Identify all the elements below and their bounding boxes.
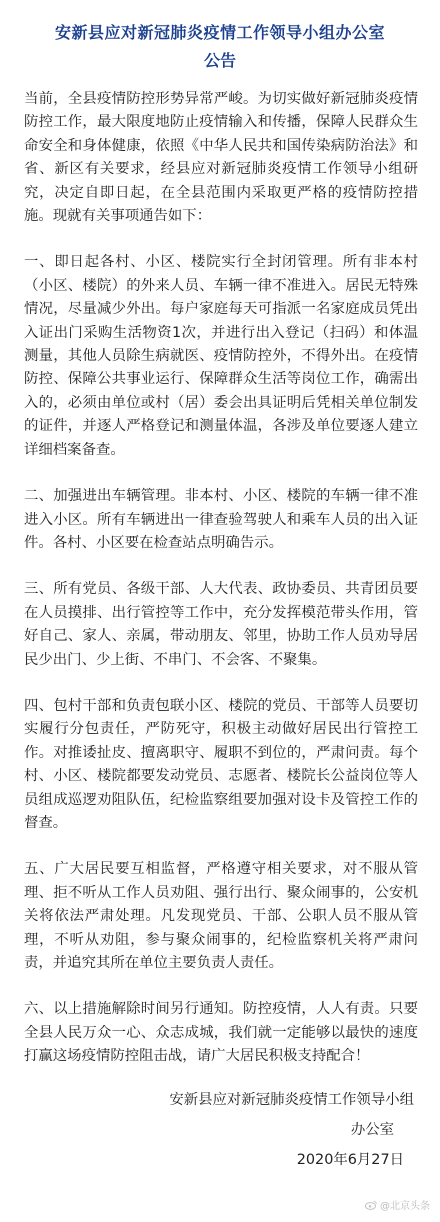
watermark-text: @北京头条 bbox=[380, 1201, 430, 1212]
signature-block bbox=[169, 1085, 414, 1175]
item-2-paragraph: 二、加强进出车辆管理。非本村、小区、楼院的车辆一律不准进入小区。所有车辆进出一律查验驾驶人和乘车人员的出入证件。各村、小区要在检查站点明确告示。 bbox=[24, 488, 418, 551]
item-4-paragraph: 四、包村干部和负责包联小区、楼院的党员、干部等人员要切实履行分包责任，严防死守，积极主动做好居民出行管控工作。对推诿扯皮、擅离职守、履职不到位的，严肃问责。每个村、小区、楼院都要发动党员、志愿者、楼院长公益岗位等人员组成巡逻劝阻队伍，纪检监察组要加强对设卡及管控工作的督查。 bbox=[24, 697, 418, 831]
document-title: 安新县应对新冠肺炎疫情工作领导小组办公室 bbox=[54, 23, 385, 42]
item-5-paragraph: 五、广大居民要互相监督，严格遵守相关要求，对不服从管理、拒不听从工作人员劝阻、强行出行、聚众闹事的，公安机关将依法严肃处理。凡发现党员、干部、公职人员不服从管理，不听从劝阻，参与聚众闹事的，纪检监察机关将严肃问责，并追究其所在单位主要负责人责任。 bbox=[24, 861, 418, 971]
document-subtitle: 公告 bbox=[203, 51, 236, 70]
item-6-paragraph: 六、以上措施解除时间另行通知。防控疫情，人人有责。只要全县人民万众一心、众志成城，我们就一定能够以最快的速度打赢这场疫情防控阻击战，请广大居民积极支持配合！ bbox=[24, 1001, 418, 1065]
signature-office: 办公室 bbox=[350, 1122, 394, 1138]
watermark bbox=[365, 1197, 430, 1212]
signature-organization: 安新县应对新冠肺炎疫情工作领导小组 bbox=[169, 1092, 414, 1108]
intro-paragraph: 当前，全县疫情防控形势异常严峻。为切实做好新冠肺炎疫情防控工作，最大限度地防止疫情输入和传播，保障人民群众生命安全和身体健康，依照《中华人民共和国传染病防治法》和省、新区有关要求，经县应对新冠肺炎疫情工作领导小组研究，决定自即日起，在全县范围内采取更严格的疫情防控措施。现就有关事项通告如下： bbox=[24, 91, 418, 225]
weibo-icon bbox=[365, 1200, 377, 1210]
item-3-paragraph: 三、所有党员、各级干部、人大代表、政协委员、共青团员要在人员摸排、出行管控等工作中，充分发挥模范带头作用，管好自己、家人、亲属，带动朋友、邻里，协助工作人员劝导居民少出门、少上街、不串门、不会客、不聚集。 bbox=[24, 581, 418, 668]
document-body bbox=[24, 88, 418, 1069]
signature-date: 2020年6月27日 bbox=[296, 1152, 404, 1168]
item-1-paragraph: 一、即日起各村、小区、楼院实行全封闭管理。所有非本村（小区、楼院）的外来人员、车辆一律不准进入。居民无特殊情况，尽量减少外出。每户家庭每天可指派一名家庭成员凭出入证出门采购生活物资1次，并进行出入登记（扫码）和体温测量，其他人员除生病就医、疫情防控外，不得外出。在疫情防控、保障公共事业运行、保障群众生活等岗位工作，确需出入的，必须由单位或村（居）委会出具证明后凭相关单位制发的证件，并逐人严格登记和测量体温，各涉及单位要逐人建立详细档案备查。 bbox=[24, 254, 418, 458]
